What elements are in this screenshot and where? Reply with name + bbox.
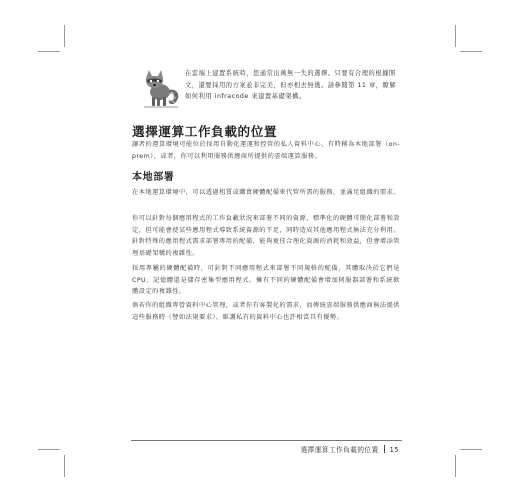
- crop-mark: [455, 455, 456, 477]
- page-number: 15: [389, 446, 399, 454]
- footer-separator: [384, 445, 385, 453]
- crop-mark: [460, 51, 482, 52]
- crop-mark: [64, 25, 65, 47]
- crop-mark: [38, 449, 60, 450]
- page-footer: [301, 444, 399, 454]
- crop-mark: [460, 449, 482, 450]
- body-paragraph: 你可以針對每個應用程式的工作負載狀況來部署不同的資源，標準化的硬體可簡化部署和設定，但可能會使某些應用程式導致系統資源的不足，同時造成其他應用程式無法充分利用。針對特殊的應用程式需求部署專用的配備，能夠更佳合理化資源的消耗和效益，但會增添管理基礎架構的複雜性。: [132, 215, 400, 257]
- body-paragraph: 採用專屬的硬體配備時，可針對不同應用程式來部署不同規格的配備，其體取決於它們是 CPU、記憶體還是儲存密集型應用程式。擁有不同的硬體配備會增加伺服器部署和系統軟體設定的複雜性。: [132, 265, 400, 295]
- tip-text: 在雲端上建置系統時，您通常出萬無一失的選擇。只要有合理的根據開文，還要採用的方案並非完美，但亦相去無幾。請參閱第 11 章，瞭解如何利用 infracode 來建置基礎架構。: [185, 70, 397, 101]
- crop-mark: [38, 51, 60, 52]
- tip-note: [128, 60, 398, 114]
- crop-mark: [64, 455, 65, 477]
- intro-paragraph: 讓者的運算環境可能位於採用自動化運運和控管的私人資料中心，有時稱為本地部署（on-prem），或者，你可以利用服務供應商所提供的雲端運算服務。: [132, 141, 400, 160]
- body-paragraph: 在本地運算環境中，可以透過租賃或購買硬體配備來代管所需的服務，並滿足組織的需求。: [132, 189, 400, 196]
- subsection-title: 本地部署: [132, 172, 175, 183]
- footer-divider: [131, 440, 402, 441]
- section-title: 選擇運算工作負載的位置: [132, 124, 278, 139]
- body-paragraph: 倘若你的組織專營資料中心管理，或者你有客製化的需求，而傳統雲端服務供應商無法提供這些服務時（譬如法規要求），維護私有的資料中心也許相當具有優勢。: [132, 302, 400, 321]
- raccoon-icon: [138, 64, 182, 110]
- crop-mark: [455, 25, 456, 47]
- running-head: 選擇運算工作負載的位置: [300, 446, 379, 454]
